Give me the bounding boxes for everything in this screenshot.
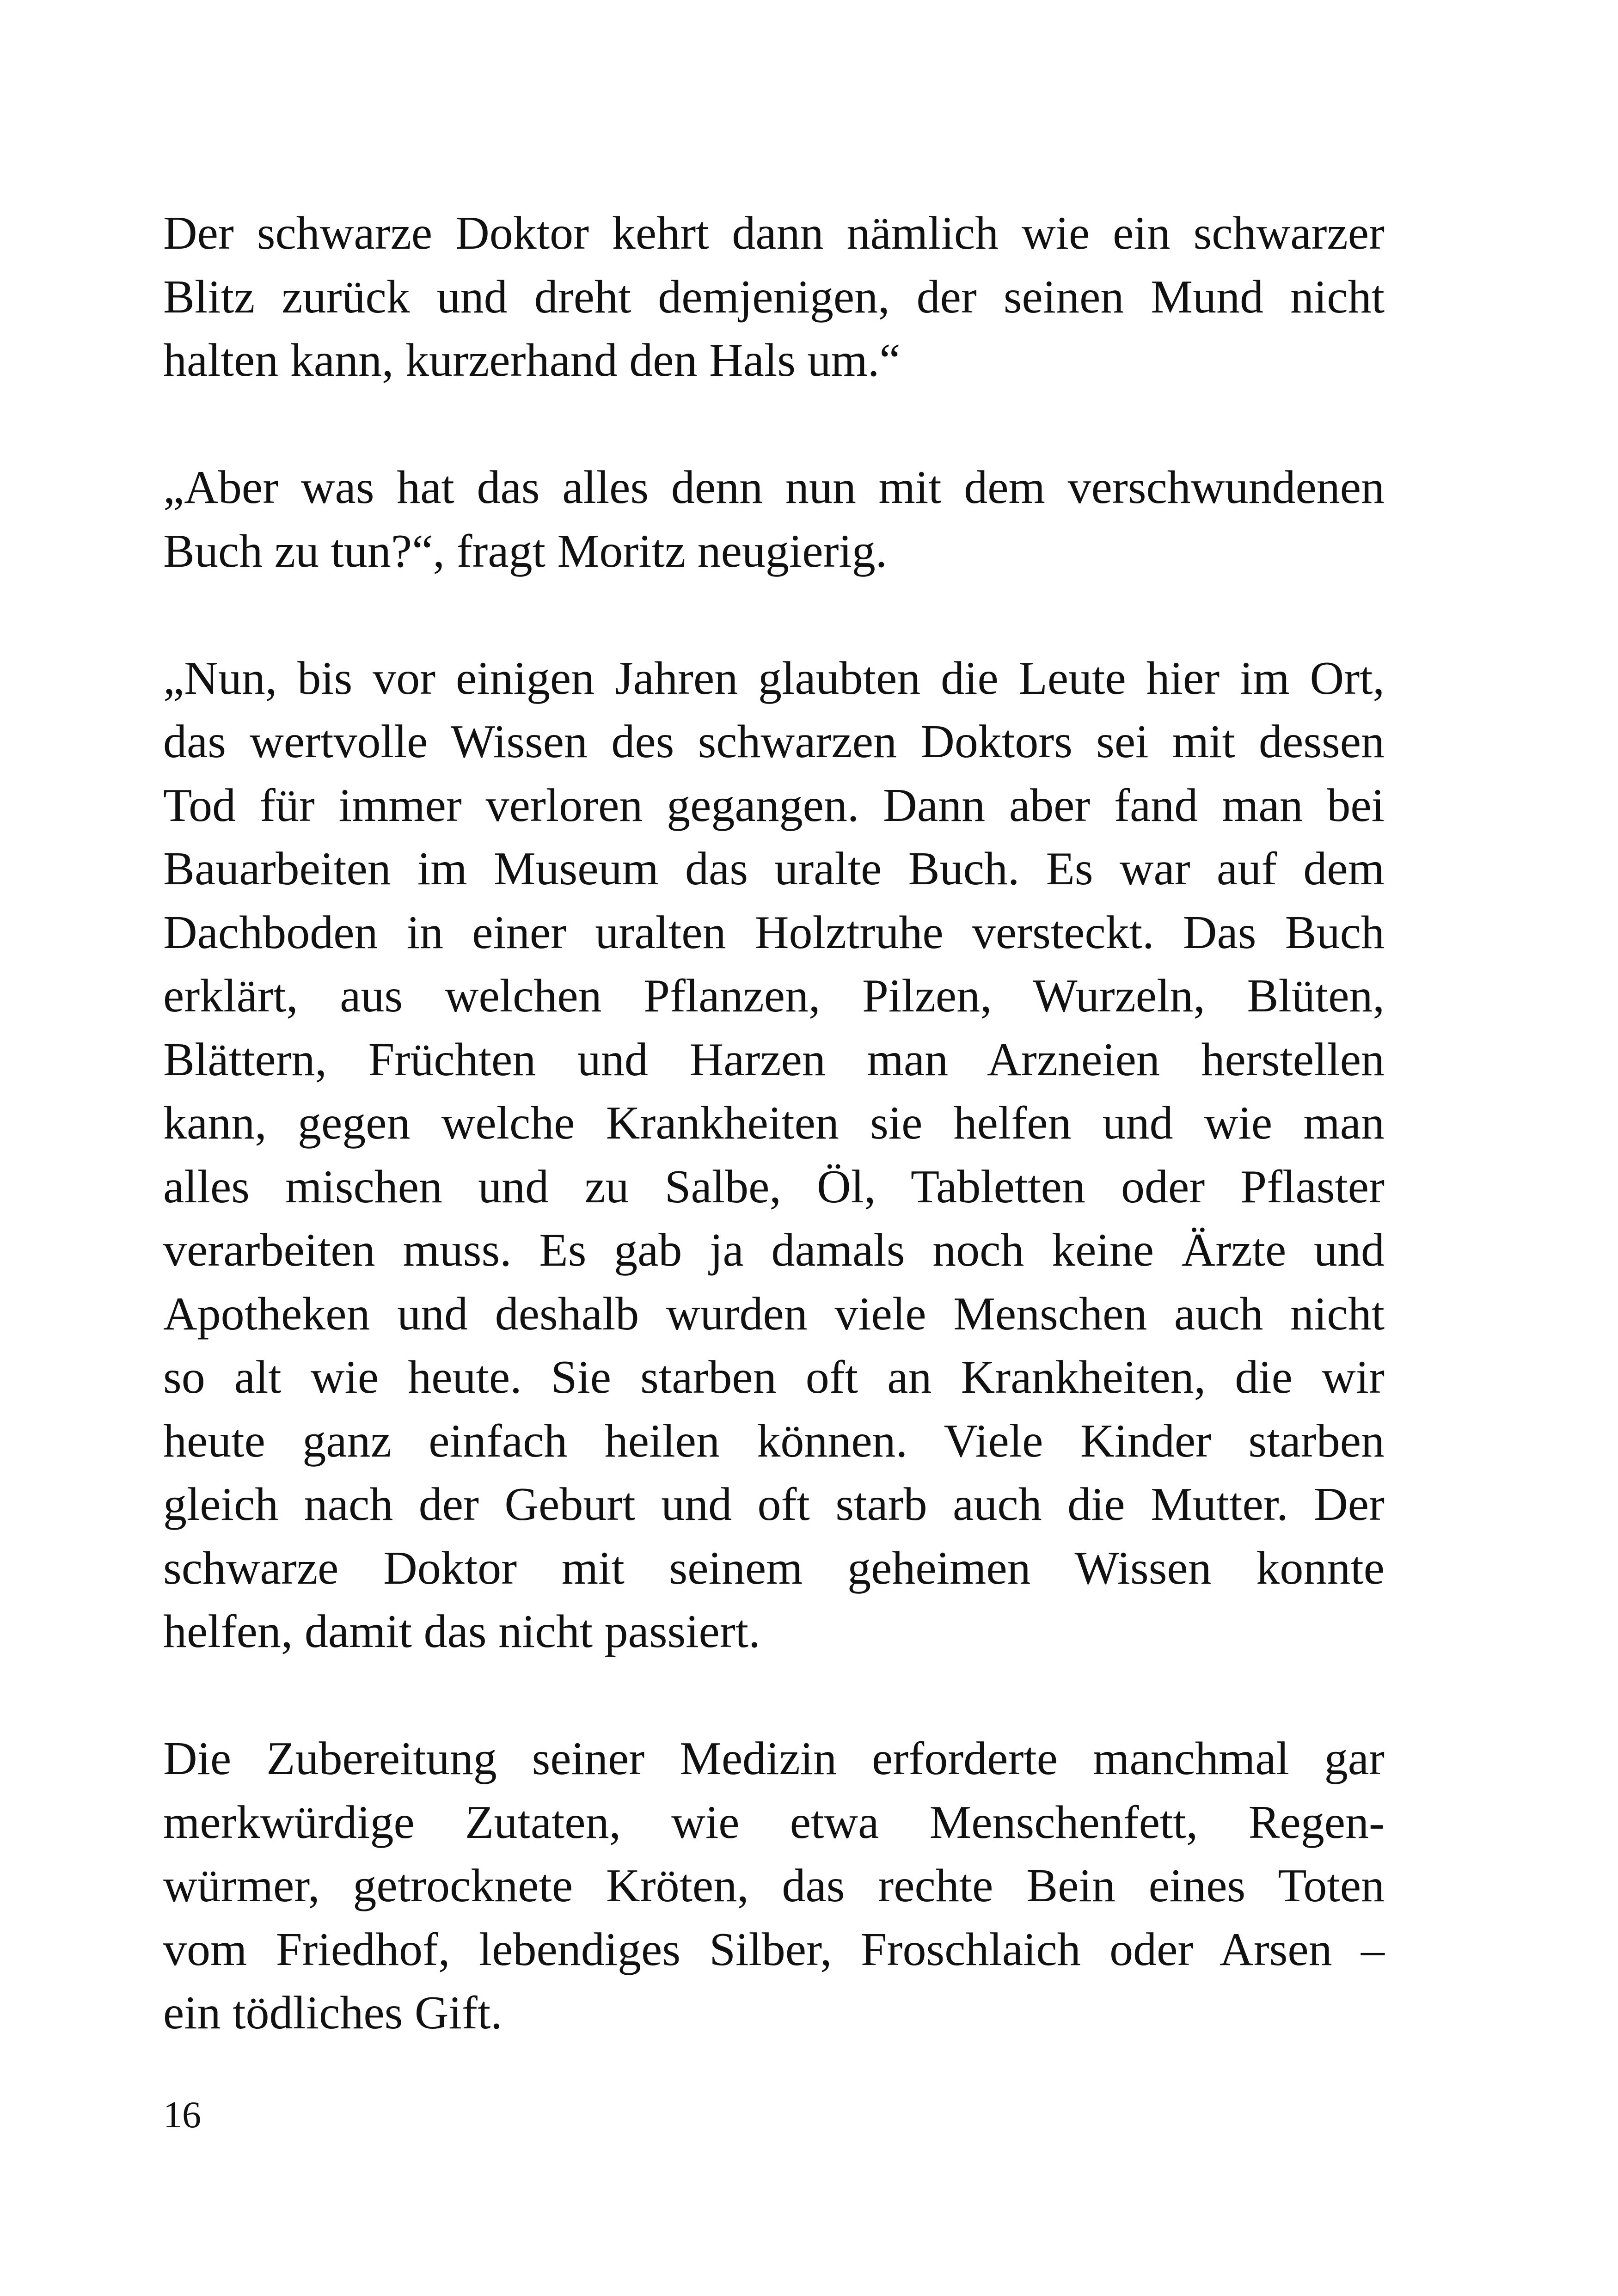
text-line: heute ganz einfach heilen können. Viele Kinder starben (163, 1414, 1385, 1467)
paragraph (163, 647, 1385, 1664)
text-line: Blitz zurück und dreht demjenigen, der seinen Mund nicht (163, 270, 1385, 323)
text-line: „Aber was hat das alles denn nun mit dem verschwundenen (163, 461, 1385, 514)
text-line: Bauarbeiten im Museum das uralte Buch. Es war auf dem (163, 843, 1385, 895)
text-line: würmer, getrocknete Kröten, das rechte Bein eines Toten (163, 1860, 1385, 1912)
text-line: alles mischen und zu Salbe, Öl, Tabletten oder Pflaster (163, 1160, 1385, 1213)
text-line: verarbeiten muss. Es gab ja damals noch keine Ärzte und (163, 1224, 1385, 1276)
text-line: gleich nach der Geburt und oft starb auch die Mutter. Der (163, 1478, 1385, 1531)
text-line: erklärt, aus welchen Pflanzen, Pilzen, Wurzeln, Blüten, (163, 970, 1385, 1022)
text-line: Apotheken und deshalb wurden viele Menschen auch nicht (163, 1287, 1385, 1340)
text-line: Tod für immer verloren gegangen. Dann aber fand man bei (163, 779, 1385, 832)
body-text (163, 202, 1385, 2108)
text-line: merkwürdige Zutaten, wie etwa Menschenfett, Regen- (163, 1796, 1385, 1849)
text-line: halten kann, kurzerhand den Hals um.“ (163, 334, 901, 386)
text-line: ein tödliches Gift. (163, 1987, 503, 2039)
text-line: kann, gegen welche Krankheiten sie helfen und wie man (163, 1097, 1385, 1149)
text-line: Buch zu tun?“, fragt Moritz neugierig. (163, 525, 888, 577)
text-line: schwarze Doktor mit seinem geheimen Wissen konnte (163, 1542, 1385, 1594)
text-line: Dachboden in einer uralten Holztruhe versteckt. Das Buch (163, 906, 1385, 959)
text-line: Die Zubereitung seiner Medizin erforderte manchmal gar (163, 1733, 1385, 1785)
text-line: helfen, damit das nicht passiert. (163, 1605, 760, 1658)
paragraph (163, 456, 1385, 583)
paragraph (163, 202, 1385, 392)
paragraph (163, 1727, 1385, 2045)
text-line: das wertvolle Wissen des schwarzen Doktors sei mit dessen (163, 716, 1385, 768)
text-line: „Nun, bis vor einigen Jahren glaubten die Leute hier im Ort, (163, 652, 1385, 704)
text-line: Der schwarze Doktor kehrt dann nämlich wie ein schwarzer (163, 207, 1385, 259)
text-line: so alt wie heute. Sie starben oft an Krankheiten, die wir (163, 1351, 1385, 1403)
text-line: Blättern, Früchten und Harzen man Arzneien herstellen (163, 1033, 1385, 1086)
page-number: 16 (163, 2094, 201, 2136)
text-line: vom Friedhof, lebendiges Silber, Froschlaich oder Arsen – (163, 1923, 1385, 1976)
